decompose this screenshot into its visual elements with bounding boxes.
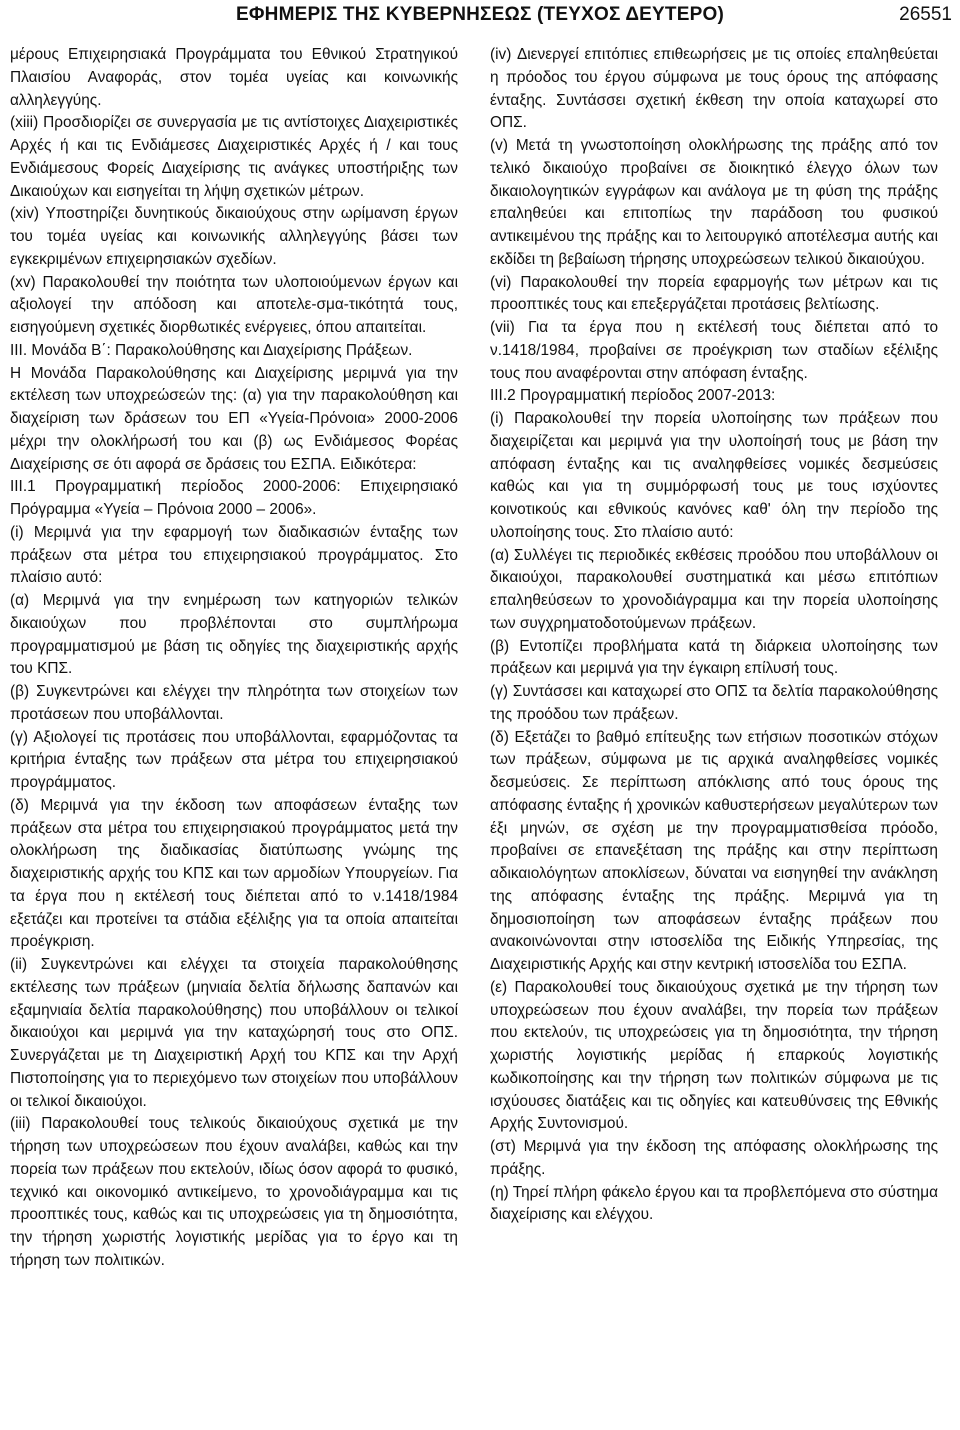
page-header xyxy=(0,0,960,40)
paragraph: (β) Εντοπίζει προβλήματα κατά τη διάρκεια υλοποίησης των πράξεων και μεριμνά για την έγκαιρη επίλυσή τους. xyxy=(490,637,938,678)
paragraph: (β) Συγκεντρώνει και ελέγχει την πληρότητα των στοιχείων των προτάσεων που υποβάλλονται. xyxy=(10,683,458,723)
paragraph: (xiii) Προσδιορίζει σε συνεργασία με τις αντίστοιχες Διαχειριστικές Αρχές ή και τις Ενδιάμεσες Διαχειριστικές Αρχές ή / και τους Ενδιάμεσους Φορείς Διαχείρισης τις ανάγκες υποστήριξης των Δικαιούχων και εισηγείται τη λήψη σχετικών μέτρων. xyxy=(10,114,458,200)
paragraph: (v) Μετά τη γνωστοποίηση ολοκλήρωσης της πράξης από τον τελικό δικαιούχο προβαίνει σε διοικητικό έλεγχο όλων των δικαιολογητικών εγγράφων και ανάλογα με τη φύση της πράξης επαληθεύει και επιτοπίως την παράδοση του φυσικού αντικειμένου της πράξης και το λειτουργικό αποτέλεσμα αυτής και εκδίδει τη βεβαίωση τήρησης υποχρεώσεων τελικού δικαιούχου. xyxy=(490,137,938,268)
paragraph: (xv) Παρακολουθεί την ποιότητα των υλοποιούμενων έργων και αξιολογεί την απόδοση και αποτελε-σμα-τικότητά τους, εισηγούμενη σχετικές διορθωτικές ενέργειες, όπου απαιτείται. xyxy=(10,273,458,336)
paragraph: (α) Συλλέγει τις περιοδικές εκθέσεις προόδου που υποβάλλουν οι δικαιούχοι, παρακολουθεί συστηματικά και μέσω επιτόπιων επαληθεύσεων το χρονοδιάγραμμα και την πορεία υλοποίησης των συγχρηματοδοτούμενων πράξεων. xyxy=(490,546,938,632)
paragraph: (xiv) Υποστηρίζει δυνητικούς δικαιούχους στην ωρίμανση έργων του τομέα υγείας και κοινωνικής αλληλεγγύης βάσει των εγκεκριμένων επιχειρησιακών σχεδίων. xyxy=(10,205,458,268)
paragraph: (γ) Συντάσσει και καταχωρεί στο ΟΠΣ τα δελτία παρακολούθησης της προόδου των πράξεων. xyxy=(490,683,938,723)
paragraph: (α) Μεριμνά για την ενημέρωση των κατηγοριών τελικών δικαιούχων που προβλέπονται στο συμπλήρωμα προγραμματισμού με βάση τις οδηγίες της διαχειριστικής αρχής του ΚΠΣ. xyxy=(10,592,458,678)
paragraph: (ε) Παρακολουθεί τους δικαιούχους σχετικά με την τήρηση των υποχρεώσεων που έχουν αναλάβει, την πορεία των πράξεων που εκτελούν, τις υποχρεώσεις για τη δημοσιότητα, την τήρηση χωριστής λογιστικής μερίδας ή επαρκούς λογιστικής κωδικοποίησης και την τήρηση των πολιτικών σύμφωνα με τις ισχύουσες διατάξεις και τις οδηγίες και κατευθύνσεις της Εθνικής Αρχής Συντονισμού. xyxy=(490,978,938,1133)
paragraph: Η Μονάδα Παρακολούθησης και Διαχείρισης μεριμνά για την εκτέλεση των υποχρεώσεών της: (α) για την παρακολούθηση και διαχείριση των δράσεων του ΕΠ «Υγεία-Πρόνοια» 2000-2006 μέχρι την ολοκλήρωσή του και (β) ως Ενδιάμεσος Φορέας Διαχείρισης σε ότι αφορά σε δράσεις του ΕΣΠΑ. Ειδικότερα: xyxy=(10,364,458,473)
paragraph: (η) Τηρεί πλήρη φάκελο έργου και τα προβλεπόμενα στο σύστημα διαχείρισης και ελέγχου. xyxy=(490,1183,938,1224)
paragraph: (στ) Μεριμνά για την έκδοση της απόφασης ολοκλήρωσης της πράξης. xyxy=(490,1138,938,1178)
paragraph: ΙΙΙ. Μονάδα Β΄: Παρακολούθησης και Διαχείρισης Πράξεων. xyxy=(10,341,413,359)
paragraph: (δ) Μεριμνά για την έκδοση των αποφάσεων ένταξης των πράξεων στα μέτρα του επιχειρησιακού προγράμματος μετά την ολοκλήρωση της διαδικασίας διατύπωσης γνώμης της διαχειριστικής αρχής του ΚΠΣ και των αρμοδίων Υπουργείων. Για τα έργα που η εκτέλεσή τους διέπεται από το ν.1418/1984 εξετάζει και προτείνει τα στάδια εξέλιξης για τα οποία απαιτείται προέγκριση. xyxy=(10,796,458,951)
right-column xyxy=(490,44,938,1227)
paragraph: (iii) Παρακολουθεί τους τελικούς δικαιούχους σχετικά με την τήρηση των υποχρεώσεων που έχουν αναλάβει, καθώς και την πορεία των πράξεων που εκτελούν, ιδίως όσον αφορά το φυσικό, τεχνικό και οικονομικό αντικείμενο, το χρονοδιάγραμμα και τις προοπτικές τους, καθώς και τις υποχρεώσεις για τη δημοσιότητα, την τήρηση χωριστής λογιστικής μερίδας για το έργο και τη τήρηση των πολιτικών. xyxy=(10,1115,458,1269)
paragraph: ΙΙΙ.2 Προγραμματική περίοδος 2007-2013: xyxy=(490,387,776,405)
paragraph: (δ) Εξετάζει το βαθμό επίτευξης των ετήσιων ποσοτικών στόχων των πράξεων, σύμφωνα με τις αρχικά αναληφθείσες νομικές δεσμεύσεις. Σε περίπτωση απόκλισης από τους όρους της απόφασης ένταξης ή χρονικών καθυστερήσεων μεγαλύτερων των έξι μηνών, σε σχέση με την προγραμματισθείσα πρόοδο, προβαίνει σε επανεξέταση της πράξης και στην περίπτωση αδικαιολόγητων αποκλίσεων, δύναται να εισηγηθεί την ανάκληση της απόφασης ένταξης της πράξης. Μεριμνά για τη δημοσιοποίηση των αποφάσεων ένταξης πράξεων που ανακοινώνονται στην ιστοσελίδα της Ειδικής Υπηρεσίας, της Διαχειριστικής Αρχής και στην κεντρική ιστοσελίδα του ΕΣΠΑ. xyxy=(490,728,938,973)
page-number: 26551 xyxy=(899,4,952,25)
paragraph: μέρους Επιχειρησιακά Προγράμματα του Εθνικού Στρατηγικού Πλαισίου Αναφοράς, στον τομέα υγείας και κοινωνικής αλληλεγγύης. xyxy=(10,46,458,109)
gazette-title: ΕΦΗΜΕΡΙΣ ΤΗΣ ΚΥΒΕΡΝΗΣΕΩΣ (ΤΕΥΧΟΣ ΔΕΥΤΕΡΟ) xyxy=(236,4,724,25)
paragraph: (iv) Διενεργεί επιτόπιες επιθεωρήσεις με τις οποίες επαληθεύεται η πρόοδος του έργου σύμφωνα με τους όρους της απόφασης ένταξης. Συντάσσει σχετική έκθεση την οποία καταχωρεί στο ΟΠΣ. xyxy=(490,46,938,132)
paragraph: ΙΙΙ.1 Προγραμματική περίοδος 2000-2006: Επιχειρησιακό Πρόγραμμα «Υγεία – Πρόνοια 2000 – 2006». xyxy=(10,478,458,518)
paragraph: (ii) Συγκεντρώνει και ελέγχει τα στοιχεία παρακολούθησης εκτέλεσης των πράξεων (μηνιαία δελτία δήλωσης δαπανών και εξαμηνιαία δελτία παρακολούθησης) που υποβάλλουν οι τελικοί δικαιούχοι και μεριμνά για την καταχώρησή τους στο ΟΠΣ. Συνεργάζεται με τη Διαχειριστική Αρχή του ΚΠΣ και την Αρχή Πιστοποίησης για το περιεχόμενο των στοιχείων που υποβάλλουν οι τελικοί δικαιούχοι. xyxy=(10,956,458,1110)
paragraph: (i) Παρακολουθεί την πορεία υλοποίησης των πράξεων που διαχειρίζεται και μεριμνά για την υλοποίησή τους με βάση την απόφαση ένταξης και τις αναληφθείσες νομικές δεσμεύσεις καθώς και για τη συμμόρφωσή τους με τους ισχύοντες κοινοτικούς και εθνικούς κανόνες καθ' όλη την περίοδο της υλοποίησης τους. Στο πλαίσιο αυτό: xyxy=(490,410,938,541)
paragraph: (γ) Αξιολογεί τις προτάσεις που υποβάλλονται, εφαρμόζοντας τα κριτήρια ένταξης των πράξεων στα μέτρα του επιχειρησιακού προγράμματος. xyxy=(10,728,458,791)
paragraph: (vi) Παρακολουθεί την πορεία εφαρμογής των μέτρων και τις προοπτικές τους και επεξεργάζεται προτάσεις βελτίωσης. xyxy=(490,273,938,314)
paragraph: (i) Μεριμνά για την εφαρμογή των διαδικασιών ένταξης των πράξεων στα μέτρα του επιχειρησιακού προγράμματος. Στο πλαίσιο αυτό: xyxy=(10,523,458,587)
left-column xyxy=(10,44,458,1273)
paragraph: (vii) Για τα έργα που η εκτέλεσή τους διέπεται από το ν.1418/1984, προβαίνει σε προέγκριση των σταδίων εξέλιξης τους που αναφέρονται στην απόφαση ένταξης. xyxy=(490,319,938,382)
